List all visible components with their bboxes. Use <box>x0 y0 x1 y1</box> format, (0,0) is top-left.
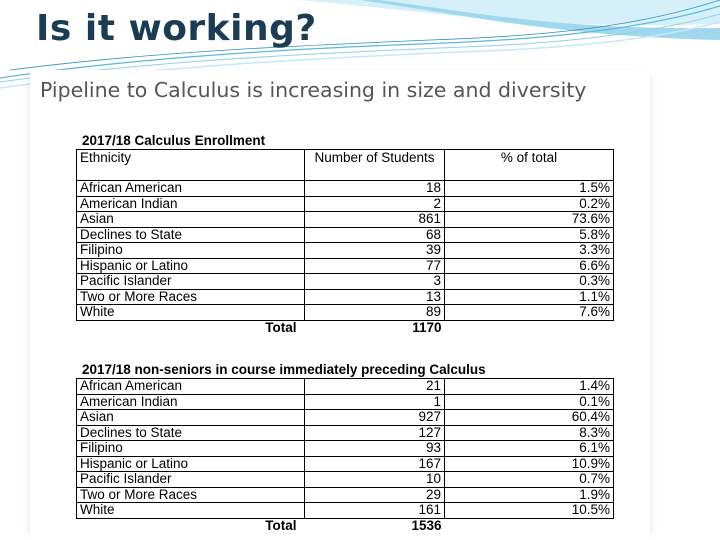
table-row <box>77 181 614 197</box>
cell-count: 93 <box>305 441 445 457</box>
cell-pct: 3.3% <box>445 243 614 259</box>
table1-header-count: Number of Students <box>305 150 445 181</box>
cell-count: 89 <box>305 305 445 321</box>
cell-ethnicity: Filipino <box>77 441 305 457</box>
table-row <box>77 379 614 395</box>
table-row <box>77 441 614 457</box>
total-row <box>77 518 614 533</box>
cell-count: 10 <box>305 472 445 488</box>
cell-ethnicity: Two or More Races <box>77 487 305 503</box>
cell-ethnicity: Hispanic or Latino <box>77 258 305 274</box>
cell-count: 77 <box>305 258 445 274</box>
table-row <box>77 243 614 259</box>
table-row <box>77 212 614 228</box>
total-label: Total <box>265 518 297 533</box>
cell-count: 127 <box>305 425 445 441</box>
total-value: 1170 <box>412 320 442 335</box>
cell-count: 161 <box>305 503 445 519</box>
cell-ethnicity: Two or More Races <box>77 289 305 305</box>
cell-pct: 6.6% <box>445 258 614 274</box>
slide-subtitle: Pipeline to Calculus is increasing in size and diversity <box>40 78 587 102</box>
cell-ethnicity: Filipino <box>77 243 305 259</box>
cell-pct: 10.5% <box>445 503 614 519</box>
cell-count: 3 <box>305 274 445 290</box>
precalculus-nonseniors-table <box>76 378 614 533</box>
total-label: Total <box>265 320 297 335</box>
table-row <box>77 394 614 410</box>
total-value: 1536 <box>411 518 442 533</box>
cell-count: 861 <box>305 212 445 228</box>
cell-pct: 10.9% <box>445 456 614 472</box>
cell-ethnicity: Pacific Islander <box>77 274 305 290</box>
document-image <box>30 70 650 540</box>
cell-count: 18 <box>305 181 445 197</box>
cell-pct: 5.8% <box>445 227 614 243</box>
total-empty <box>445 320 614 335</box>
cell-count: 927 <box>305 410 445 426</box>
cell-pct: 73.6% <box>445 212 614 228</box>
cell-pct: 0.1% <box>445 394 614 410</box>
table-row <box>77 472 614 488</box>
cell-count: 39 <box>305 243 445 259</box>
table1-header-percent: % of total <box>445 150 614 181</box>
cell-ethnicity: White <box>77 503 305 519</box>
cell-count: 68 <box>305 227 445 243</box>
cell-count: 167 <box>305 456 445 472</box>
table-row <box>77 196 614 212</box>
cell-pct: 0.7% <box>445 472 614 488</box>
cell-ethnicity: African American <box>77 379 305 395</box>
cell-ethnicity: American Indian <box>77 196 305 212</box>
total-empty <box>445 518 614 533</box>
cell-pct: 8.3% <box>445 425 614 441</box>
cell-count: 2 <box>305 196 445 212</box>
table-row <box>77 410 614 426</box>
cell-ethnicity: White <box>77 305 305 321</box>
table-row <box>77 227 614 243</box>
cell-count: 21 <box>305 379 445 395</box>
cell-count: 29 <box>305 487 445 503</box>
cell-pct: 60.4% <box>445 410 614 426</box>
table-row <box>77 503 614 519</box>
calculus-enrollment-table <box>76 149 614 335</box>
cell-pct: 1.5% <box>445 181 614 197</box>
cell-ethnicity: Pacific Islander <box>77 472 305 488</box>
table-row <box>77 456 614 472</box>
cell-count: 1 <box>305 394 445 410</box>
table-row <box>77 289 614 305</box>
cell-ethnicity: Asian <box>77 410 305 426</box>
cell-ethnicity: African American <box>77 181 305 197</box>
table1-title: 2017/18 Calculus Enrollment <box>82 133 266 148</box>
table-row <box>77 305 614 321</box>
cell-pct: 6.1% <box>445 441 614 457</box>
table-row <box>77 425 614 441</box>
cell-ethnicity: Declines to State <box>77 227 305 243</box>
cell-ethnicity: Hispanic or Latino <box>77 456 305 472</box>
cell-pct: 7.6% <box>445 305 614 321</box>
cell-count: 13 <box>305 289 445 305</box>
table-row <box>77 487 614 503</box>
cell-ethnicity: Declines to State <box>77 425 305 441</box>
slide-title: Is it working? <box>36 8 317 49</box>
table-row <box>77 274 614 290</box>
cell-pct: 1.9% <box>445 487 614 503</box>
table1-header-ethnicity: Ethnicity <box>77 150 305 181</box>
cell-pct: 1.1% <box>445 289 614 305</box>
cell-pct: 0.2% <box>445 196 614 212</box>
table-row <box>77 258 614 274</box>
cell-pct: 0.3% <box>445 274 614 290</box>
cell-pct: 1.4% <box>445 379 614 395</box>
table2-title: 2017/18 non-seniors in course immediately preceding Calculus <box>82 362 486 377</box>
cell-ethnicity: American Indian <box>77 394 305 410</box>
total-row <box>77 320 614 335</box>
cell-ethnicity: Asian <box>77 212 305 228</box>
